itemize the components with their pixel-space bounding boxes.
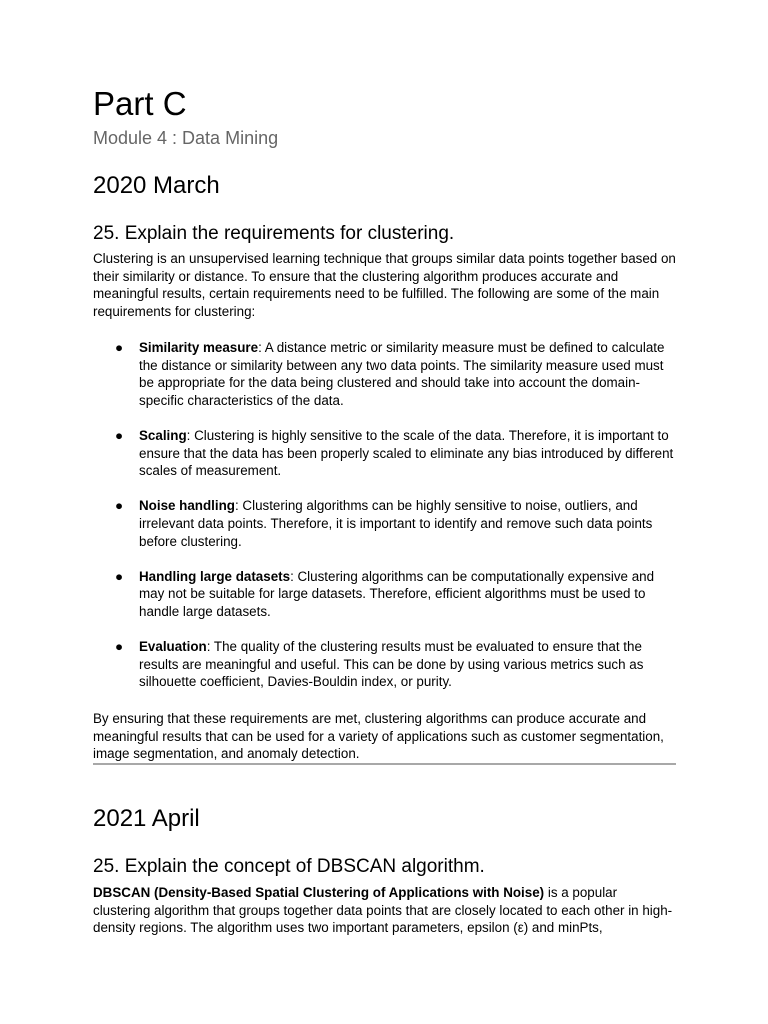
- list-item-term: Handling large datasets: [139, 568, 291, 584]
- bullet-icon: ●: [115, 498, 124, 514]
- bullet-icon: ●: [115, 427, 124, 443]
- list-item-term: Noise handling: [139, 498, 235, 514]
- list-item: [93, 638, 676, 691]
- page-subtitle: Module 4 : Data Mining: [93, 128, 279, 148]
- horizontal-divider: [93, 763, 676, 765]
- requirements-list: [93, 339, 676, 708]
- section-heading-2020-march: 2020 March: [93, 172, 220, 199]
- list-item-term: Evaluation: [139, 639, 207, 655]
- dbscan-text: is a popular clustering algorithm that groups together data points that are closely located to each other in high-density regions. The algorithm uses two important parameters, epsilon (ε) and minPts,: [93, 885, 673, 936]
- list-item: [93, 568, 676, 621]
- list-item-text: : The quality of the clustering results must be evaluated to ensure that the results are meaningful and useful. This can be done by using various metrics such as silhouette coefficient, Davies-Bouldin index, or purity.: [139, 639, 644, 690]
- bullet-icon: ●: [115, 340, 124, 355]
- list-item-term: Similarity measure: [139, 340, 259, 355]
- dbscan-paragraph: [93, 884, 676, 937]
- list-item: [93, 497, 676, 550]
- question-heading-dbscan: 25. Explain the concept of DBSCAN algorithm.: [93, 856, 485, 877]
- conclusion-paragraph: By ensuring that these requirements are met, clustering algorithms can produce accurate and meaningful results that can be used for a variety of applications such as customer segmentation, image segmentation, and anomaly detection.: [93, 711, 664, 762]
- bullet-icon: ●: [115, 568, 124, 584]
- bullet-icon: ●: [115, 639, 124, 655]
- list-item-term: Scaling: [139, 427, 187, 443]
- list-item-text: : Clustering algorithms can be highly sensitive to noise, outliers, and irrelevant data points. Therefore, it is important to identify and remove such data points before clustering.: [139, 498, 653, 549]
- page-title: Part C: [93, 85, 187, 122]
- list-item-text: : A distance metric or similarity measure must be defined to calculate the distance or similarity between any two data points. The similarity measure used must be appropriate for the data being clustered and should take into account the domain-specific characteristics of the data.: [139, 340, 665, 408]
- list-item: [93, 427, 676, 480]
- question-heading-clustering: 25. Explain the requirements for clustering.: [93, 223, 455, 244]
- list-item-text: : Clustering is highly sensitive to the scale of the data. Therefore, it is important to ensure that the data has been properly scaled to eliminate any bias introduced by different scales of measurement.: [139, 427, 674, 479]
- list-item-text: : Clustering algorithms can be computationally expensive and may not be suitable for large datasets. Therefore, efficient algorithms must be used to handle large datasets.: [139, 568, 655, 619]
- section-heading-2021-april: 2021 April: [93, 805, 200, 832]
- dbscan-term: DBSCAN (Density-Based Spatial Clustering of Applications with Noise): [93, 885, 545, 900]
- list-item: [93, 339, 676, 409]
- intro-paragraph: Clustering is an unsupervised learning technique that groups similar data points together based on their similarity or distance. To ensure that the clustering algorithm produces accurate and meaningful results, certain requirements need to be fulfilled. The following are some of the main requirements for clustering:: [93, 251, 676, 319]
